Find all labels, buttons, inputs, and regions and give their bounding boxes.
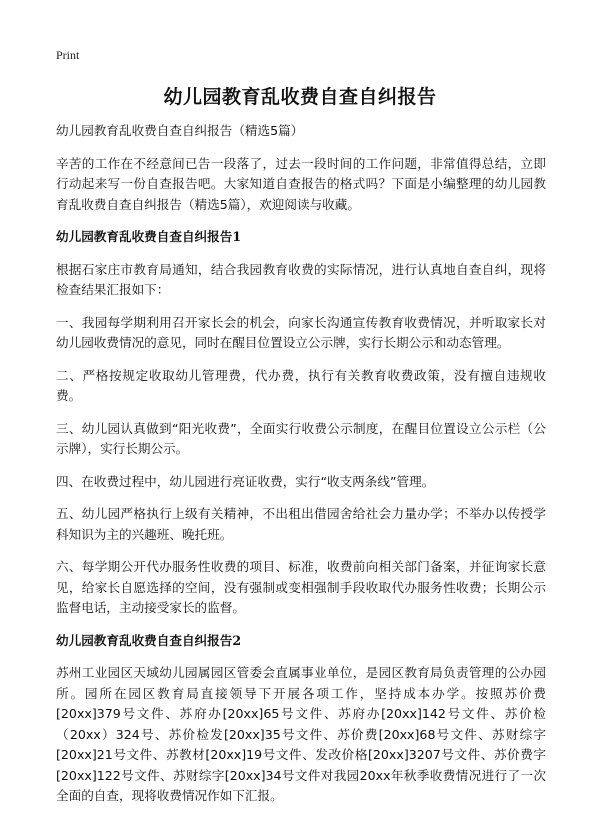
section1-paragraph: 三、幼儿园认真做到“阳光收费”，全面实行收费公示制度，在醒目位置设立公示栏（公示牌），实行长期公示。: [56, 420, 546, 456]
print-label: Print: [56, 48, 80, 62]
section-heading-2: 幼儿园教育乱收费自查自纠报告2: [56, 632, 242, 648]
section1-paragraph: 五、幼儿园严格执行上级有关精神，不出租出借园舍给社会力量办学；不举办以传授学科知识为主的兴趣班、晚托班。: [56, 506, 546, 542]
section1-paragraph: 六、每学期公开代办服务性收费的项目、标准，收费前向相关部门备案，并征询家长意见，给家长自愿选择的空间，没有强制或变相强制手段收取代办服务性收费；长期公示监督电话，主动接受家长的监督。: [56, 559, 546, 615]
section1-paragraph: 根据石家庄市教育局通知，结合我园教育收费的实际情况，进行认真地自查自纠，现将检查结果汇报如下：: [56, 261, 546, 297]
intro-paragraph: 辛苦的工作在不经意间已告一段落了，过去一段时间的工作问题，非常值得总结，立即行动起来写一份自查报告吧。大家知道自查报告的格式吗？下面是小编整理的幼儿园教育乱收费自查自纠报告（精选5篇），欢迎阅读与收藏。: [56, 155, 546, 212]
document-subtitle: 幼儿园教育乱收费自查自纠报告（精选5篇）: [56, 123, 304, 138]
section1-paragraph: 四、在收费过程中，幼儿园进行亮证收费，实行“收支两条线”管理。: [56, 473, 435, 489]
section1-paragraph: 一、我园每学期利用召开家长会的机会，向家长沟通宣传教育收费情况，并听取家长对幼儿园收费情况的意见，同时在醒目位置设立公示牌，实行长期公示和动态管理。: [56, 314, 546, 350]
section2-paragraph: 苏州工业园区天域幼儿园属园区管委会直属事业单位，是园区教育局负责管理的公办园所。园所在园区教育局直接领导下开展各项工作，坚持成本办学。按照苏价费[20xx]379号文件、苏府办[20xx]65号文件、苏府办[20xx]142号文件、苏价检（20xx）324号、苏价检发[20xx]35号文件、苏价费[20xx]68号文件、苏财综字[20xx]21号文件、苏教材[20xx]19号文件、发改价格[20xx]3207号文件、苏价费字[20xx]122号文件、苏财综字[20xx]34号文件对我园20xx年秋季收费情况进行了一次全面的自查，现将收费情况作如下汇报。: [56, 665, 546, 803]
document-body: [56, 121, 546, 819]
section-heading-1: 幼儿园教育乱收费自查自纠报告1: [56, 229, 242, 244]
section1-paragraph: 二、严格按规定收取幼儿管理费，代办费，执行有关教育收费政策，没有擅自违规收费。: [56, 367, 546, 403]
page-title: 幼儿园教育乱收费自查自纠报告: [163, 86, 437, 108]
